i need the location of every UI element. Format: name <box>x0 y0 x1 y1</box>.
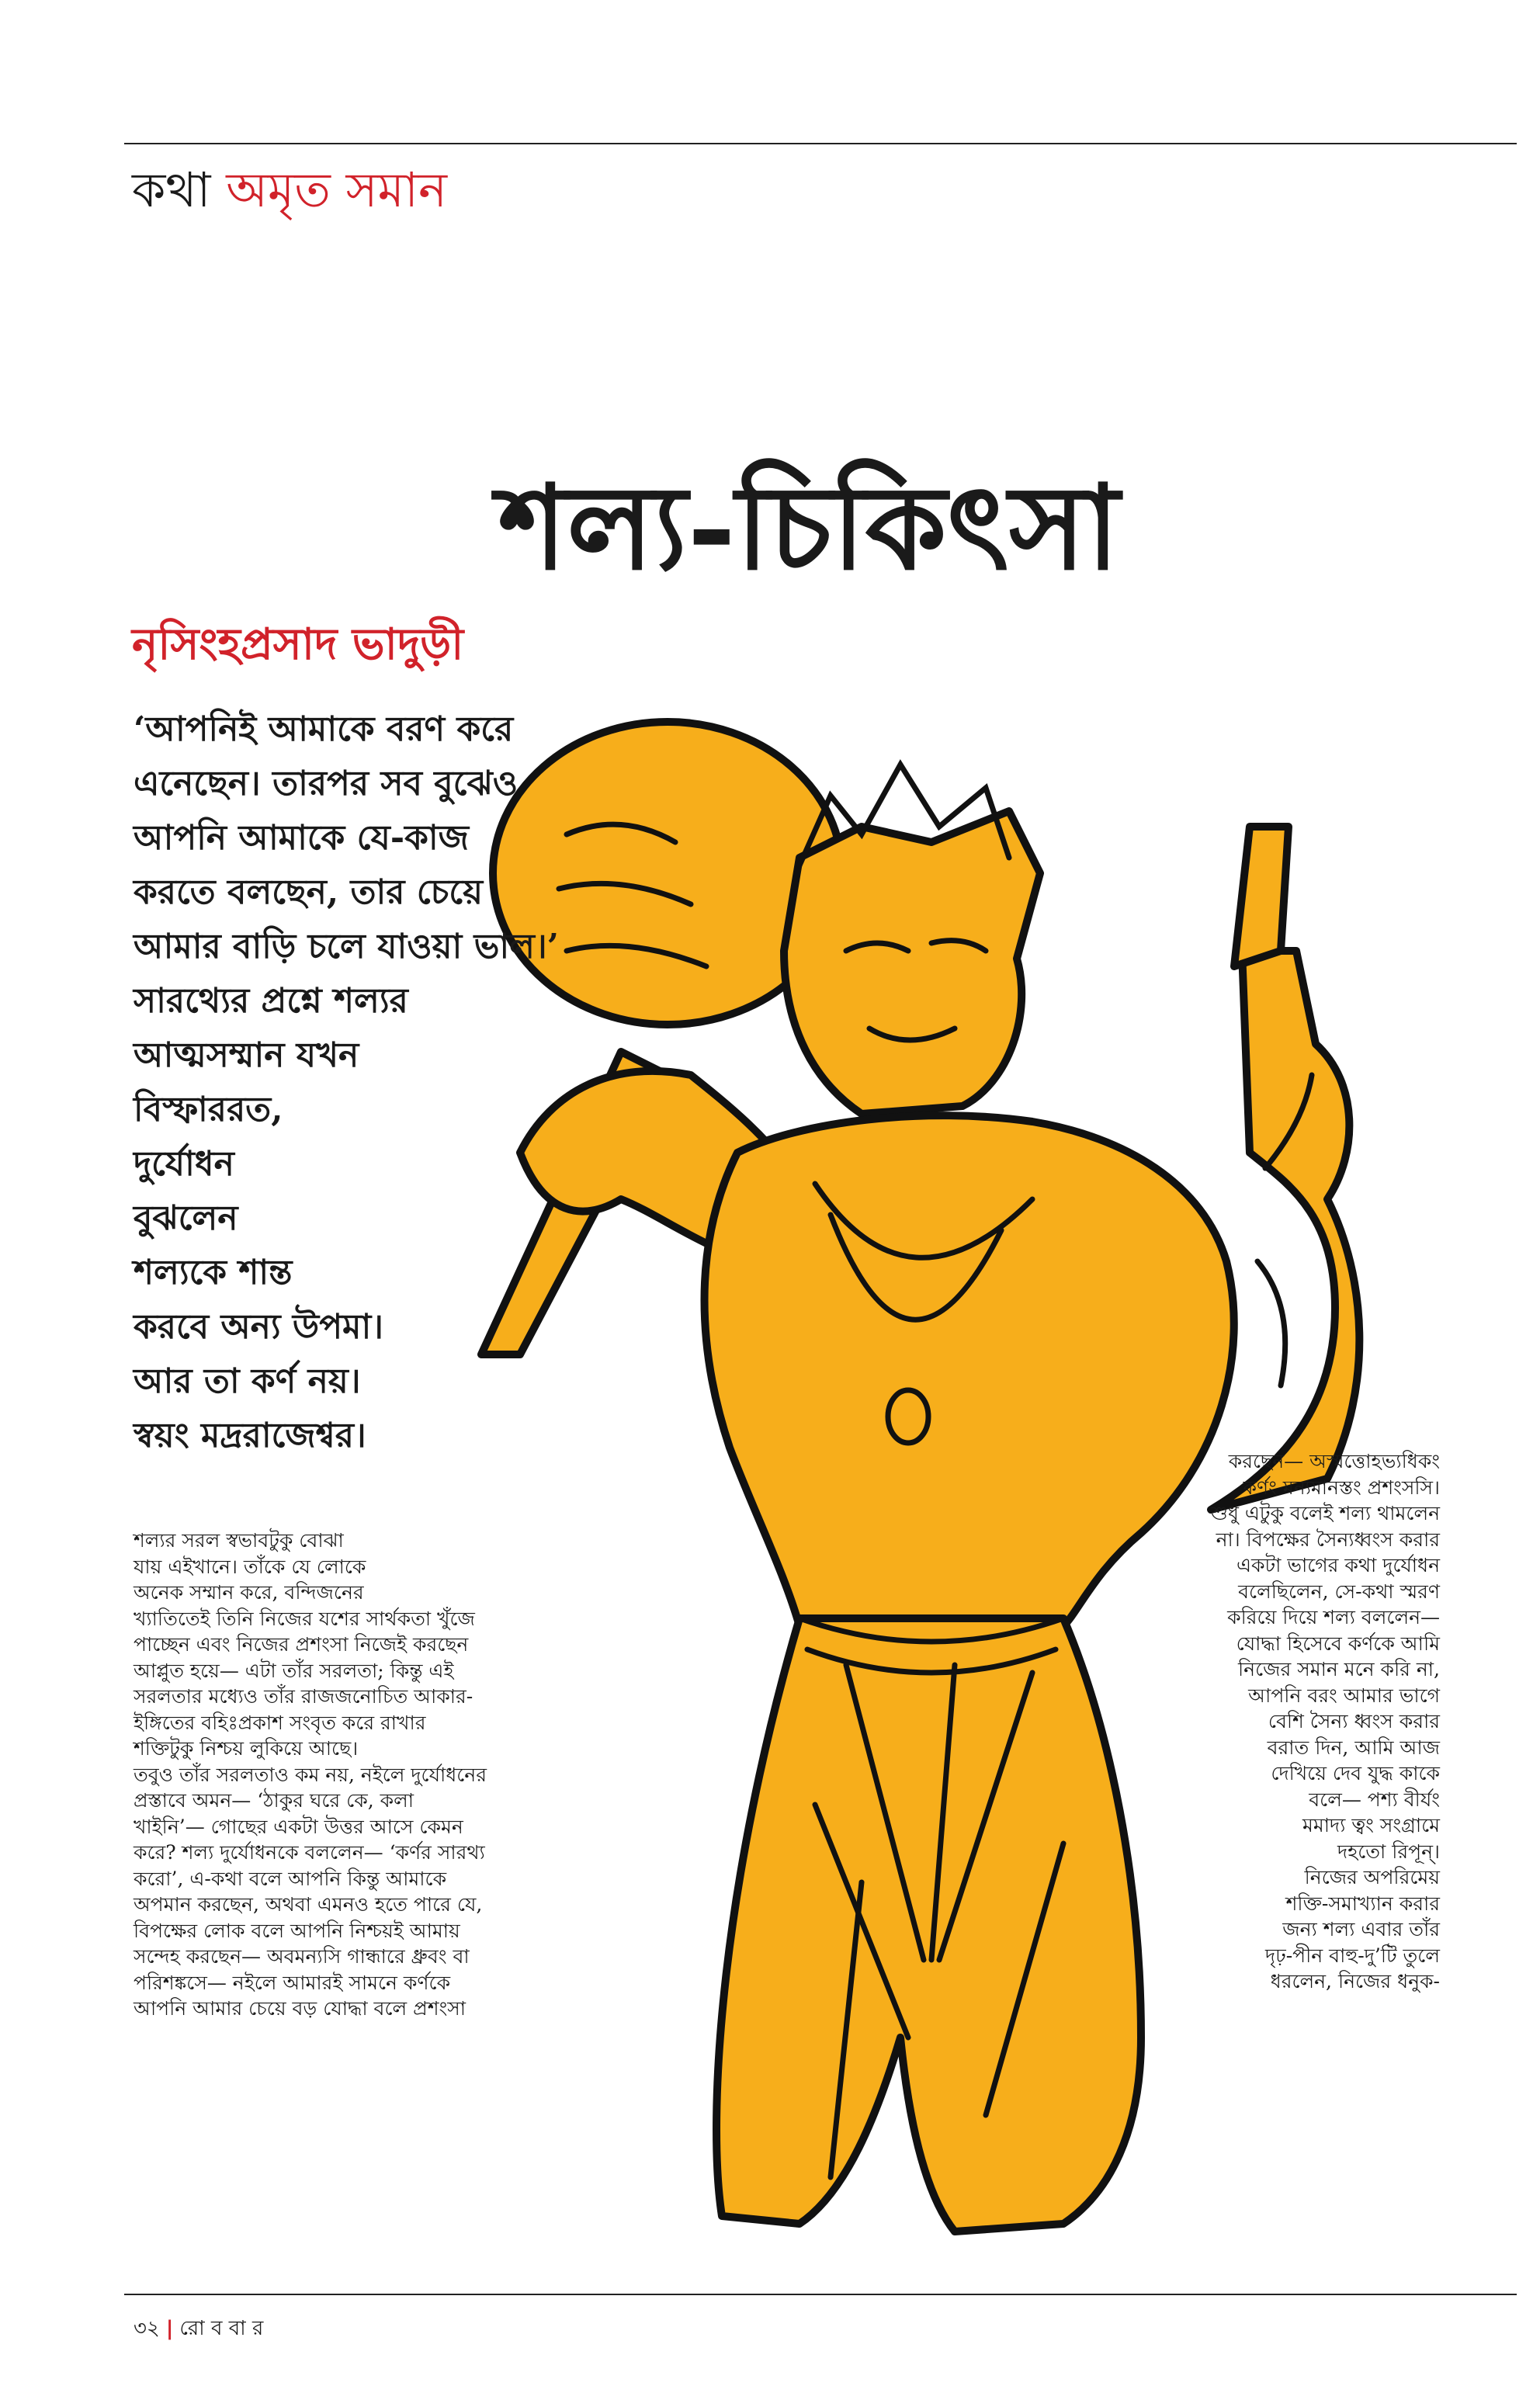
body-line: শক্তিটুকু নিশ্চয় লুকিয়ে আছে। <box>134 1737 359 1760</box>
body-line: যোদ্ধা হিসেবে কর্ণকে আমি <box>1236 1632 1440 1655</box>
body-line: করিয়ে দিয়ে শল্য বললেন— <box>1227 1606 1440 1628</box>
body-line: না। বিপক্ষের সৈন্যধ্বংস করার <box>1216 1528 1440 1551</box>
body-line: খাইনি’— গোছের একটা উত্তর আসে কেমন <box>134 1815 463 1838</box>
body-line: করো’, এ-কথা বলে আপনি কিন্তু আমাকে <box>134 1867 447 1890</box>
body-line: মমাদ্য ত্বং সংগ্রামে <box>1302 1814 1440 1836</box>
lede-line: আমার বাড়ি চলে যাওয়া ভাল।’ <box>134 927 560 966</box>
lede-line: বুঝলেন <box>134 1198 238 1238</box>
body-column-left <box>134 1528 630 2022</box>
body-line: সন্দেহ করছেন— অবমন্যসি গান্ধারে ধ্রুবং বা <box>134 1945 470 1968</box>
section-prefix: কথা <box>132 161 211 218</box>
body-line: কর্ণং মন্যমানস্তং প্রশংসসি। <box>1243 1476 1440 1499</box>
body-line: প্রস্তাবে অমন— ‘ঠাকুর ঘরে কে, কলা <box>134 1789 414 1812</box>
body-line: শল্যর সরল স্বভাবটুকু বোঝা <box>134 1529 344 1552</box>
lede-line: আর তা কর্ণ নয়। <box>134 1361 361 1401</box>
body-line: খ্যাতিতেই তিনি নিজের যশের সার্থকতা খুঁজে <box>134 1607 475 1630</box>
lede-line: আপনি আমাকে যে-কাজ <box>134 818 470 858</box>
body-line: তবুও তাঁর সরলতাও কম নয়, নইলে দুর্যোধনের <box>134 1763 487 1786</box>
body-line: যায় এইখানে। তাঁকে যে লোকে <box>134 1555 366 1578</box>
lede-line: করতে বলছেন, তার চেয়ে <box>134 872 484 912</box>
lede-line: এনেছেন। তারপর সব বুঝেও <box>134 764 519 803</box>
body-line: দেখিয়ে দেব যুদ্ধ কাকে <box>1271 1762 1440 1784</box>
publication-name: রো ব বা র <box>179 2317 264 2340</box>
body-line: দৃঢ়-পীন বাহু-দু’টি তুলে <box>1264 1944 1440 1967</box>
body-line: করছেন— অস্মত্তোহভ্যধিকং <box>1228 1450 1440 1472</box>
body-line: সরলতার মধ্যেও তাঁর রাজজনোচিত আকার- <box>134 1685 473 1708</box>
body-line: জন্য শল্য এবার তাঁর <box>1282 1918 1440 1940</box>
lede-line: করবে অন্য উপমা। <box>134 1307 383 1347</box>
body-line: বিপক্ষের লোক বলে আপনি নিশ্চয়ই আমায় <box>134 1919 460 1942</box>
body-line: বরাত দিন, আমি আজ <box>1267 1736 1440 1759</box>
body-line: বলেছিলেন, সে-কথা স্মরণ <box>1238 1580 1440 1603</box>
footer-rule <box>124 2294 1517 2295</box>
page-number: ৩২ <box>134 2317 160 2340</box>
body-line: আপ্লুত হয়ে— এটা তাঁর সরলতা; কিন্তু এই <box>134 1659 454 1682</box>
lede-line: ‘আপনিই আমাকে বরণ করে <box>134 709 514 749</box>
body-line: শক্তি-সমাখ্যান করার <box>1285 1892 1440 1915</box>
body-line: দহতো রিপূন্। <box>1337 1840 1440 1863</box>
body-line: আপনি আমার চেয়ে বড় যোদ্ধা বলে প্রশংসা <box>134 1997 467 2020</box>
page-footer <box>134 2313 263 2344</box>
lede-line: বিস্ফাররত, <box>134 1090 283 1129</box>
section-label <box>132 159 447 221</box>
body-line: ধরলেন, নিজের ধনুক- <box>1270 1970 1440 1992</box>
body-column-right <box>1075 1448 1440 1995</box>
lede-line: শল্যকে শান্ত <box>134 1253 293 1292</box>
body-line: একটা ভাগের কথা দুর্যোধন <box>1237 1554 1440 1576</box>
article-title: শল্য-চিকিৎসা <box>498 460 1120 596</box>
body-line: করে? শল্য দুর্যোধনকে বললেন— ‘কর্ণর সারথ্য <box>134 1841 485 1864</box>
body-line: নিজের অপরিমেয় <box>1304 1866 1440 1888</box>
body-line: নিজের সমান মনে করি না, <box>1238 1658 1440 1680</box>
body-line: ইঙ্গিতের বহিঃপ্রকাশ সংবৃত করে রাখার <box>134 1711 426 1734</box>
lede-line: স্বয়ং মদ্ররাজেশ্বর। <box>134 1416 366 1455</box>
lede-line: সারথ্যের প্রশ্নে শল্যর <box>134 981 408 1021</box>
lede-paragraph <box>134 702 677 1463</box>
body-line: আপনি বরং আমার ভাগে <box>1248 1684 1440 1707</box>
body-line: অপমান করছেন, অথবা এমনও হতে পারে যে, <box>134 1893 483 1916</box>
body-line: অনেক সম্মান করে, বন্দিজনের <box>134 1581 364 1604</box>
footer-separator: | <box>165 2317 174 2340</box>
header-rule <box>124 143 1517 144</box>
body-line: বলে— পশ্য বীর্যং <box>1309 1788 1440 1811</box>
body-line: পরিশঙ্কসে— নইলে আমারই সামনে কর্ণকে <box>134 1971 451 1994</box>
lede-line: দুর্যোধন <box>134 1144 234 1184</box>
body-line: বেশি সৈন্য ধ্বংস করার <box>1268 1710 1440 1732</box>
article-author: নৃসিংহপ্রসাদ ভাদুড়ী <box>132 619 464 670</box>
body-line: শুধু এটুকু বলেই শল্য থামলেন <box>1211 1502 1440 1524</box>
lede-line: আত্মসম্মান যখন <box>134 1035 359 1075</box>
section-highlight: অমৃত সমান <box>226 161 447 218</box>
body-line: পাচ্ছেন এবং নিজের প্রশংসা নিজেই করছেন <box>134 1633 469 1656</box>
